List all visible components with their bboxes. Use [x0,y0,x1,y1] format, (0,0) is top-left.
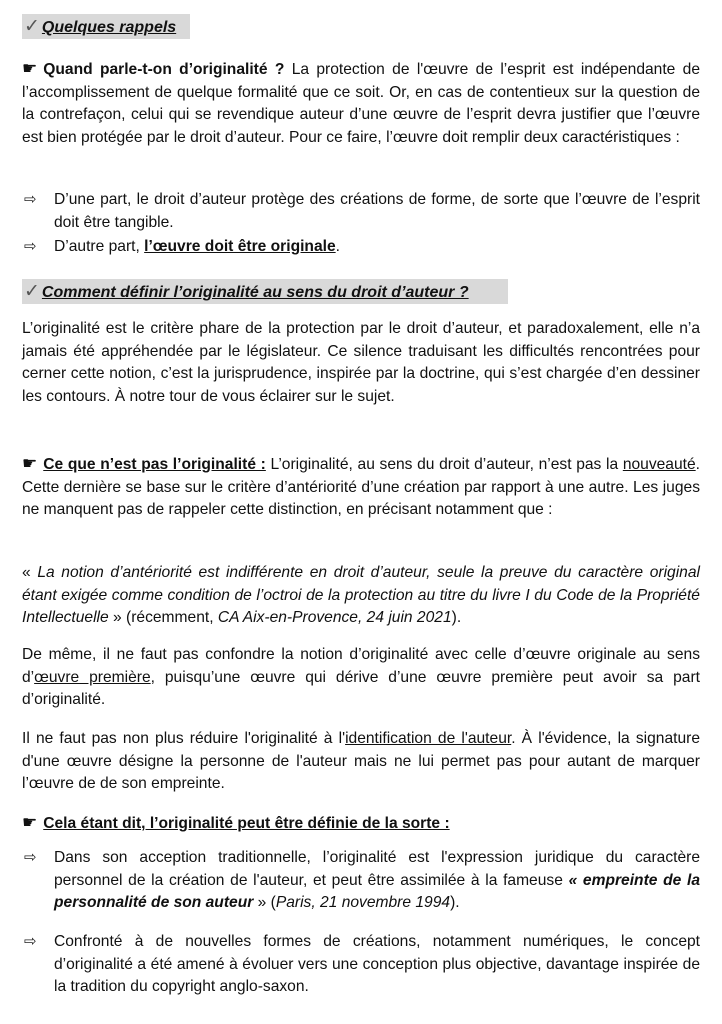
check-icon: ✓ [24,281,40,302]
underlined-term: nouveauté [622,456,696,473]
list-item: ⇨ D’autre part, l’œuvre doit être originale. [24,236,700,259]
case-reference: CA Aix-en-Provence, 24 juin 2021 [217,609,452,627]
question-label: Quand parle-t-on d’originalité ? [43,61,285,78]
paragraph-intro: L’originalité est le critère phare de la protection par le droit d’auteur, et paradoxalement, elle n’a jamais été appréhendée par le législateur. Ce silence traduisant les difficultés rencontrées pour cerner cette notion, c’est la jurisprudence, inspirée par la doctrine, qui s’est chargée d’en dessiner les contours. À notre tour de vous éclairer sur le sujet. [22,320,700,405]
case-reference: Paris, 21 novembre 1994 [275,894,451,912]
pointing-hand-icon: ☛ [22,59,38,78]
subheading-label: Ce que n’est pas l’originalité : [43,456,266,473]
section-heading-definir: ✓ Comment définir l’originalité au sens du droit d’auteur ? [24,281,469,302]
underlined-term: œuvre première [34,668,151,686]
outline-right-arrow-icon: ⇨ [24,238,37,255]
paragraph-identification: Il ne faut pas non plus réduire l'originalité à l'identification de l'auteur. À l'évidence, la signature d'une œuvre désigne la personne de l'auteur mais ne lui permet pas pour autant de marquer l’œuvre de de son empreinte. [22,730,700,793]
check-icon: ✓ [24,16,40,37]
underlined-term: identification de l'auteur [345,730,512,747]
list-item: ⇨ Dans son acception traditionnelle, l’originalité est l'expression juridique du caractère personnel de la création de l'auteur, et peut être assimilée à la fameuse « empreinte de la personnalité de son auteur » (Paris, 21 novembre 1994). [24,849,700,912]
emphasis-originale: l’œuvre doit être originale [144,238,336,255]
paragraph-de-meme: De même, il ne faut pas confondre la notion d’originalité avec celle d’œuvre originale au sens d’œuvre première, puisqu’une œuvre qui dérive d’une œuvre première peut avoir sa part d’originalité. [22,646,700,709]
outline-right-arrow-icon: ⇨ [24,933,37,950]
list-item: ⇨ Confronté à de nouvelles formes de créations, notamment numériques, le concept d’originalité a été amené à évoluer vers une conception plus objective, davantage inspirée de la tradition du copyright anglo-saxon. [24,933,700,996]
paragraph-quand-originalite: ☛ Quand parle-t-on d’originalité ? La protection de l'œuvre de l’esprit est indépendante de l’accomplissement de quelque formalité que ce soit. Or, en cas de contentieux sur la question de la contrefaçon, celui qui se revendique auteur d’une œuvre de l’esprit devra justifier que l’œuvre est bien protégée par le droit d’auteur. Pour ce faire, l’œuvre doit remplir deux caractéristiques : [22,59,701,146]
emphasis-empreinte: « empreinte de la personnalité de son auteur [54,871,700,912]
list-item: ⇨ D’une part, le droit d’auteur protège des créations de forme, de sorte que l’œuvre de l’esprit doit être tangible. [24,191,700,231]
subheading-label: Cela étant dit, l’originalité peut être définie de la sorte : [43,815,450,832]
paragraph-cela-etant-dit [22,812,700,836]
pointing-hand-icon: ☛ [22,813,38,832]
pointing-hand-icon: ☛ [22,454,38,473]
section-heading-rappels: ✓ Quelques rappels [24,16,177,37]
outline-right-arrow-icon: ⇨ [24,191,37,208]
quote-text: La notion d’antériorité est indifférente en droit d’auteur, seule la preuve du caractère original étant exigée comme condition de l’octroi de la protection au titre du livre I du Code de la Propriété Intellectuelle [22,564,700,627]
paragraph-ce-que-nest-pas: ☛ Ce que n’est pas l’originalité : L’originalité, au sens du droit d’auteur, n’est pas la nouveauté. Cette dernière se base sur le critère d’antériorité d’une création par rapport à une autre. Les juges ne manquent pas de rappeler cette distinction, en précisant notamment que : [22,454,700,519]
outline-right-arrow-icon: ⇨ [24,849,37,866]
paragraph-quote: « La notion d’antériorité est indifférente en droit d’auteur, seule la preuve du caractère original étant exigée comme condition de l’octroi de la protection au titre du livre I du Code de la Propriété Intellectuelle » (récemment, CA Aix-en-Provence, 24 juin 2021). [22,564,700,627]
